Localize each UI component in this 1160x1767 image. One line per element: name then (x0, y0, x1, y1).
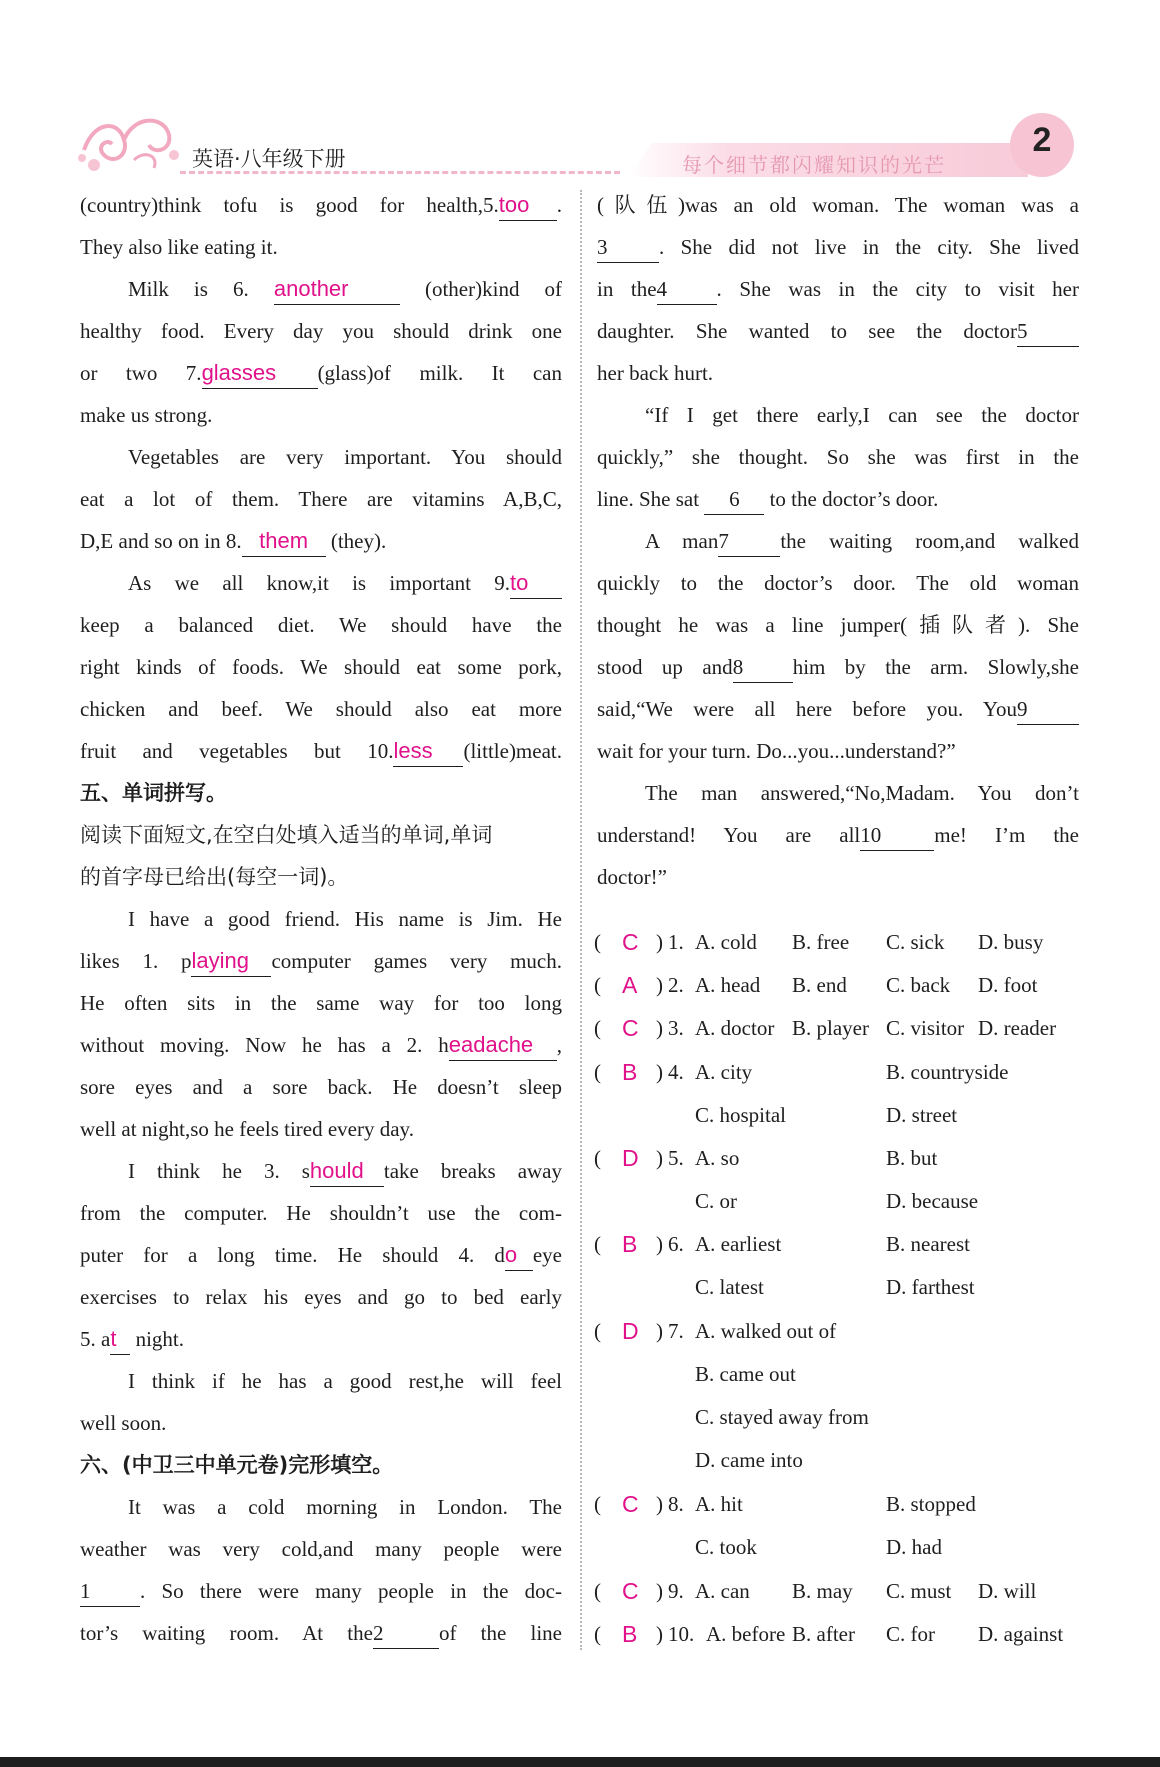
question-answer: B (622, 1621, 638, 1647)
text-line: 3 . She did not live in the city. She lived (597, 227, 1079, 267)
question-answer: D (622, 1318, 639, 1344)
text-line: or two 7.glasses (glass)of milk. It can (80, 353, 562, 393)
section-six-title: 六、(中卫三中单元卷)完形填空。 (80, 1453, 394, 1477)
question-answer: C (622, 1578, 639, 1604)
text-line: said,“We were all here before you. You9 (597, 689, 1079, 729)
answer: another (273, 276, 349, 301)
text-line: well at night,so he feels tired every day. (80, 1117, 414, 1141)
section-five-instruction: 的首字母已给出(每空一词)。 (80, 865, 349, 889)
text-line: chicken and beef. We should also eat more (80, 697, 562, 721)
text-line: I have a good friend. His name is Jim. He (128, 907, 562, 931)
answer: less (393, 738, 433, 763)
text-line: As we all know,it is important 9.to (80, 563, 562, 603)
text-line: It was a cold morning in London. The (128, 1495, 562, 1519)
question-answer: D (622, 1145, 639, 1171)
text-line: line. She sat 6 to the doctor’s door. (597, 479, 1079, 519)
text-line: weather was very cold,and many people were (80, 1537, 562, 1561)
header-dashed-rule (180, 171, 620, 174)
text-line: doctor!” (597, 865, 667, 889)
text-line: 5. at night. (80, 1319, 562, 1359)
question-answer: C (622, 1015, 639, 1041)
header-motto: 每个细节都闪耀知识的光芒 (682, 153, 946, 177)
answer: o (504, 1242, 518, 1267)
text-line: exercises to relax his eyes and go to bed early (80, 1285, 562, 1309)
text-line: well soon. (80, 1411, 167, 1435)
text-line: likes 1. playing computer games very much. (80, 941, 562, 981)
text-line: He often sits in the same way for too long (80, 991, 562, 1015)
blank-number: 7 (718, 529, 729, 553)
text-line: her back hurt. (597, 361, 714, 385)
text-line: I think if he has a good rest,he will feel (128, 1369, 562, 1393)
book-subject-title: 英语·八年级下册 (192, 147, 346, 171)
text-line: Vegetables are very important. You should (128, 445, 562, 469)
blank-number: 8 (732, 655, 744, 679)
text-line: eat a lot of them. There are vitamins A,B,C, (80, 487, 562, 511)
text-line: stood up and8 him by the arm. Slowly,she (597, 647, 1079, 687)
text-line: “If I get there early,I can see the doctor (645, 403, 1079, 427)
text-line: D,E and so on in 8. them (they). (80, 521, 562, 561)
text-line: Milk is 6. another (other)kind of (80, 269, 562, 309)
question-answer: C (622, 929, 639, 955)
text-line: tor’s waiting room. At the2 of the line (80, 1613, 562, 1653)
text-line: understand! You are all10 me! I’m the (597, 815, 1079, 855)
text-line: make us strong. (80, 403, 213, 427)
answer: them (259, 528, 309, 553)
text-line: puter for a long time. He should 4. do eye (80, 1235, 562, 1275)
text-line: without moving. Now he has a 2. headache , (80, 1025, 562, 1065)
text-line: 1 . So there were many people in the doc- (80, 1571, 562, 1611)
answer: too (498, 192, 530, 217)
page-bottom-bar (0, 1757, 1160, 1767)
text-line: The man answered,“No,Madam. You don’t (645, 781, 1079, 805)
section-five-title: 五、单词拼写。 (80, 781, 227, 805)
blank-number: 4 (656, 277, 668, 301)
page-number: 2 (1032, 121, 1052, 159)
blank-number: 6 (729, 487, 740, 511)
blank-number: 10 (860, 823, 882, 847)
text-line: right kinds of foods. We should eat some pork, (80, 655, 562, 679)
text-line: daughter. She wanted to see the doctor5 (597, 311, 1079, 351)
blank-number: 3 (597, 235, 608, 259)
text-line: from the computer. He shouldn’t use the com- (80, 1201, 562, 1225)
text-line: fruit and vegetables but 10.less (little)meat. (80, 731, 562, 771)
column-divider (580, 190, 582, 1650)
text-line: A man7 the waiting room,and walked (597, 521, 1079, 561)
text-line: quickly to the doctor’s door. The old woman (597, 571, 1079, 595)
question-answer: B (622, 1231, 638, 1257)
text-line: I think he 3. should take breaks away (80, 1151, 562, 1191)
answer: to (510, 570, 529, 595)
text-line: They also like eating it. (80, 235, 278, 259)
blank-number: 2 (372, 1621, 384, 1645)
text-line: healthy food. Every day you should drink one (80, 319, 562, 343)
question-answer: B (622, 1059, 638, 1085)
blank-number: 5 (1017, 319, 1028, 343)
blank-number: 1 (80, 1579, 91, 1603)
text-line: keep a balanced diet. We should have the (80, 613, 562, 637)
answer: glasses (201, 360, 277, 385)
text-line: wait for your turn. Do...you...understand?” (597, 739, 956, 763)
blank-number: 9 (1017, 697, 1028, 721)
flower-ornament-icon (74, 110, 184, 180)
text-line: in the4 . She was in the city to visit her (597, 269, 1079, 309)
answer: laying (191, 948, 249, 973)
question-answer: C (622, 1491, 639, 1517)
question-answer: A (622, 972, 638, 998)
text-line: quickly,” she thought. So she was first in the (597, 445, 1079, 469)
text-line: sore eyes and a sore back. He doesn’t sleep (80, 1075, 562, 1099)
section-five-instruction: 阅读下面短文,在空白处填入适当的单词,单词 (80, 823, 493, 847)
answer: eadache (448, 1032, 534, 1057)
answer: hould (309, 1158, 364, 1183)
text-line: thought he was a line jumper(插队者). She (597, 613, 1079, 637)
text-line: (队伍)was an old woman. The woman was a (597, 193, 1079, 217)
text-line: (country)think tofu is good for health,5.too . (80, 185, 562, 225)
answer: t (110, 1326, 117, 1351)
